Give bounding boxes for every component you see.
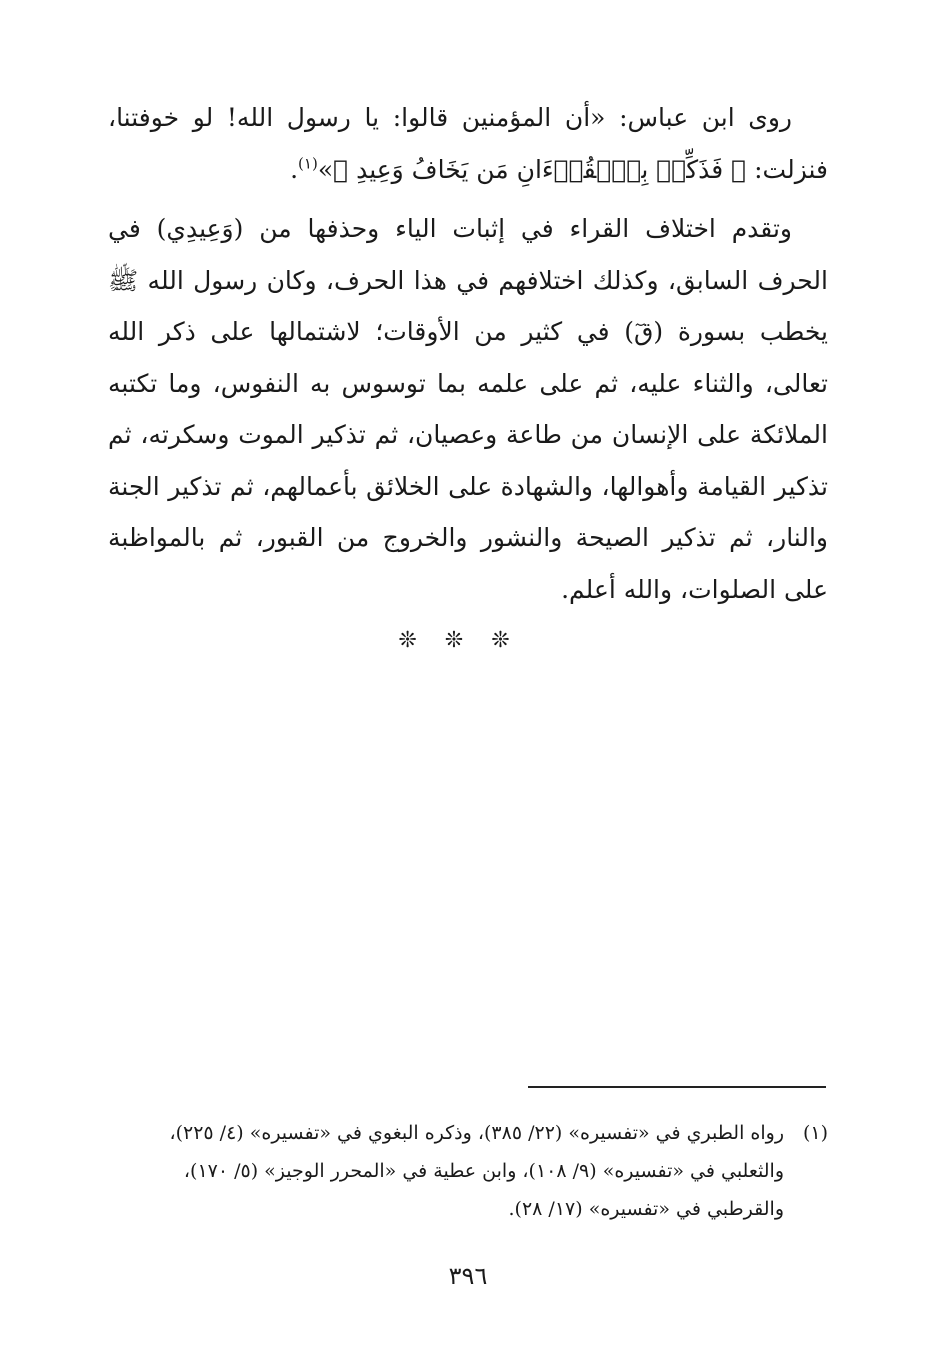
paragraph-1-end: . (290, 154, 299, 184)
footnote-reference: (١) (298, 154, 318, 173)
footnote-line (108, 1152, 828, 1190)
page-number: ٣٩٦ (448, 1262, 488, 1290)
footnote-text: رواه الطبري في «تفسيره» (٢٢/ ٣٨٥)، وذكره البغوي في «تفسيره» (٤/ ٢٢٥)، (169, 1122, 784, 1144)
footnotes (108, 1114, 828, 1228)
section-ornament: ❊❊❊ (398, 628, 538, 653)
main-text (108, 92, 828, 615)
footnote-line (108, 1114, 828, 1152)
footnote-line (108, 1190, 828, 1228)
footnote-number: (١) (802, 1122, 828, 1144)
footnote-text: والثعلبي في «تفسيره» (٩/ ١٠٨)، وابن عطية في «المحرر الوجيز» (٥/ ١٧٠)، (183, 1160, 784, 1182)
paragraph-1 (108, 92, 828, 195)
footnote-separator (528, 1086, 826, 1088)
footnote-text: والقرطبي في «تفسيره» (١٧/ ٢٨). (508, 1198, 784, 1220)
paragraph-1-text: روى ابن عباس: «أن المؤمنين قالوا: يا رسول الله! لو خوفتنا، فنزلت: ﴿ فَذَكِّرۡ بِٱلۡقُرۡءَانِ مَن يَخَافُ وَعِيدِ ﴾» (108, 103, 828, 184)
footnote-number-spacer (784, 1152, 828, 1190)
paragraph-2: وتقدم اختلاف القراء في إثبات الياء وحذفها من (وَعِيدِي) في الحرف السابق، وكذلك اختلافهم في هذا الحرف، وكان رسول الله ﷺ يخطب بسورة (قٓ) في كثير من الأوقات؛ لاشتمالها على ذكر الله تعالى، والثناء عليه، ثم على علمه بما توسوس به النفوس، وما تكتبه الملائكة على الإنسان من طاعة وعصيان، ثم تذكير الموت وسكرته، ثم تذكير القيامة وأهوالها، والشهادة على الخلائق بأعمالهم، ثم تذكير الجنة والنار، ثم تذكير الصيحة والنشور والخروج من القبور، ثم بالمواظبة على الصلوات، والله أعلم. (108, 214, 828, 604)
footnote-number-spacer (784, 1190, 828, 1228)
